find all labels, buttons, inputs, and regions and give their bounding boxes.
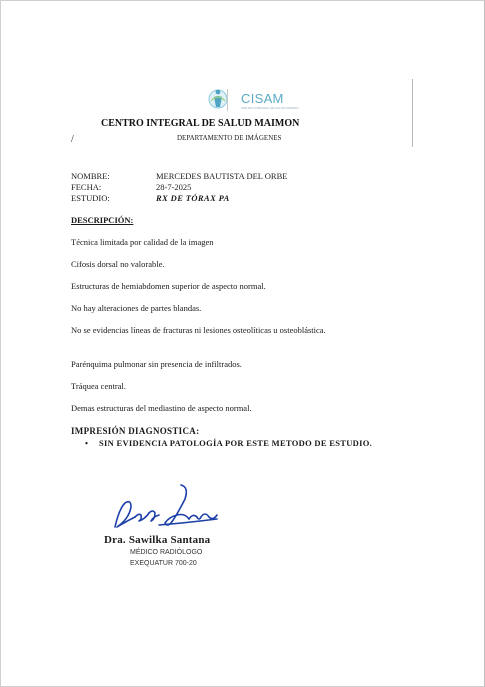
- name-value: MERCEDES BAUTISTA DEL ORBE: [156, 171, 288, 181]
- logo-subtitle: CENTRO INTEGRAL DE SALUD MAIMON: [241, 106, 299, 110]
- date-row: [71, 182, 287, 193]
- study-row: [71, 193, 287, 204]
- finding-4: No hay alteraciones de partes blandas.: [71, 302, 202, 313]
- department-label: DEPARTAMENTO DE IMÁGENES: [177, 134, 282, 142]
- bullet-icon: •: [85, 438, 89, 448]
- finding-5: No se evidencias líneas de fracturas ni lesiones osteolíticas u osteoblástica.: [71, 324, 326, 335]
- date-value: 28-7-2025: [156, 182, 192, 192]
- study-value: RX DE TÓRAX PA: [156, 193, 230, 203]
- center-title: CENTRO INTEGRAL DE SALUD MAIMON: [101, 118, 300, 129]
- description-heading: DESCRIPCIÓN:: [71, 215, 134, 225]
- logo-wordmark: CISAM: [241, 91, 284, 106]
- finding-3: Estructuras de hemiabdomen superior de aspecto normal.: [71, 280, 266, 291]
- finding-2: Cifosis dorsal no valorable.: [71, 258, 165, 269]
- finding-1: Técnica limitada por calidad de la imagen: [71, 236, 214, 247]
- finding-7: Tráquea central.: [71, 380, 126, 391]
- finding-8: Demas estructuras del mediastino de aspecto normal.: [71, 402, 252, 413]
- signature-title: MÉDICO RADIÓLOGO: [130, 549, 203, 556]
- signature-icon: [105, 479, 225, 535]
- margin-guide-line: [412, 79, 413, 147]
- study-label: ESTUDIO:: [71, 193, 110, 203]
- impression-list: [85, 438, 372, 448]
- description-section: [71, 215, 371, 226]
- name-label: NOMBRE:: [71, 171, 110, 181]
- date-label: FECHA:: [71, 182, 102, 192]
- patient-name-row: [71, 171, 287, 182]
- slash-mark: /: [71, 134, 74, 145]
- signature-name: Dra. Sawilka Santana: [104, 534, 211, 546]
- impression-item: SIN EVIDENCIA PATOLOGÍA POR ESTE METODO DE ESTUDIO.: [99, 438, 373, 448]
- finding-6: Parénquima pulmonar sin presencia de infiltrados.: [71, 358, 242, 369]
- signature-exequatur: EXEQUATUR 700-20: [130, 560, 197, 567]
- impression-heading: IMPRESIÓN DIAGNOSTICA:: [71, 426, 200, 436]
- patient-info: [71, 171, 287, 204]
